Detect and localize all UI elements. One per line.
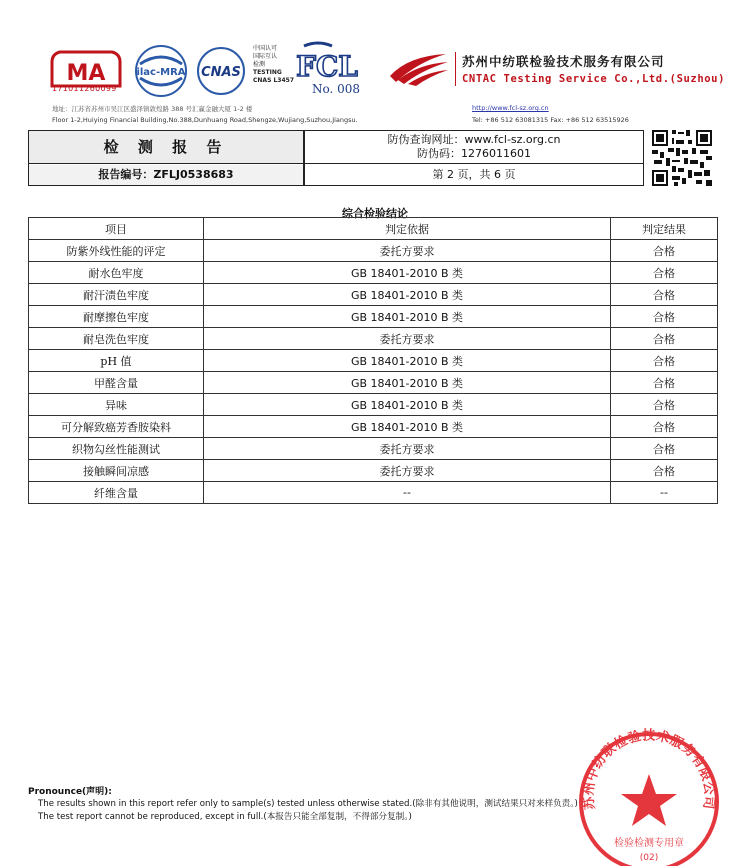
cell-item: 接触瞬间凉感 <box>29 460 204 482</box>
pronounce-line-2: The test report cannot be reproduced, except in full.(本报告只能全部复制，不得部分复制。) <box>38 812 412 822</box>
cell-basis: GB 18401-2010 B 类 <box>204 284 611 306</box>
anti-counterfeit-info <box>305 133 643 161</box>
fcl-number: No. 008 <box>312 82 361 96</box>
cell-result: -- <box>611 482 718 504</box>
report-number: 报告编号：ZFLJ0538683 <box>29 165 303 185</box>
cell-item: 耐汗渍色牢度 <box>29 284 204 306</box>
cell-result: 合格 <box>611 438 718 460</box>
cell-item: 耐皂洗色牢度 <box>29 328 204 350</box>
anti-counterfeit-code: 防伪码：1276011601 <box>417 147 531 160</box>
table-row <box>29 350 718 372</box>
cell-item: 纤维含量 <box>29 482 204 504</box>
cell-item: 耐水色牢度 <box>29 262 204 284</box>
verify-url: 防伪查询网址：www.fcl-sz.org.cn <box>387 133 561 146</box>
tel-fax: Tel: +86 512 63081315 Fax: +86 512 63515926 <box>472 116 629 124</box>
cell-result: 合格 <box>611 328 718 350</box>
header-divider <box>455 52 456 86</box>
cell-item: 耐摩擦色牢度 <box>29 306 204 328</box>
cell-basis: GB 18401-2010 B 类 <box>204 350 611 372</box>
ilac-mra-logo <box>132 44 190 98</box>
cell-item: 防紫外线性能的评定 <box>29 240 204 262</box>
cell-result: 合格 <box>611 460 718 482</box>
address-en: Floor 1-2,Huiying Financial Building,No.388,Dunhuang Road,Shengze,Wujiang,Suzhou,Jiangsu. <box>52 116 358 124</box>
cell-result: 合格 <box>611 394 718 416</box>
page-info: 第 2 页，共 6 页 <box>432 168 516 181</box>
cell-result: 合格 <box>611 350 718 372</box>
cell-basis: GB 18401-2010 B 类 <box>204 394 611 416</box>
cell-basis: GB 18401-2010 B 类 <box>204 372 611 394</box>
fcl-label: FCL <box>296 50 358 83</box>
official-seal-stamp <box>568 722 728 866</box>
table-row <box>29 240 718 262</box>
cell-result: 合格 <box>611 306 718 328</box>
seal-star-icon <box>621 774 677 826</box>
results-table <box>28 217 718 504</box>
cnas-accreditation-text: 中国认可 国际互认 检测 TESTING CNAS L3457 <box>253 45 295 84</box>
cell-result: 合格 <box>611 284 718 306</box>
seal-number: (02) <box>639 853 659 863</box>
section-title: 综合检验结论 <box>342 207 408 220</box>
report-header-box <box>28 130 644 186</box>
cell-result: 合格 <box>611 240 718 262</box>
cell-item: pH 值 <box>29 350 204 372</box>
table-header-row <box>29 218 718 240</box>
cnas-label: CNAS <box>201 65 241 80</box>
table-row <box>29 284 718 306</box>
seal-org-text: 苏州中纺联检验技术服务有限公司 <box>581 728 717 811</box>
table-row <box>29 438 718 460</box>
table-row <box>29 262 718 284</box>
column-header-item: 项目 <box>29 218 204 240</box>
cell-item: 可分解致癌芳香胺染料 <box>29 416 204 438</box>
cell-item: 织物勾丝性能测试 <box>29 438 204 460</box>
ilac-label: ilac-MRA <box>136 67 186 78</box>
cell-basis: 委托方要求 <box>204 240 611 262</box>
table-row <box>29 306 718 328</box>
cell-basis: GB 18401-2010 B 类 <box>204 306 611 328</box>
column-header-basis: 判定依据 <box>204 218 611 240</box>
cell-basis: -- <box>204 482 611 504</box>
seal-purpose: 检验检测专用章 <box>614 838 684 849</box>
cell-basis: GB 18401-2010 B 类 <box>204 262 611 284</box>
organization-name-en: CNTAC Testing Service Co.,Ltd.(Suzhou) <box>462 73 726 85</box>
address-cn: 地址：江苏省苏州市吴江区盛泽镇敦煌路 388 号汇赢金融大厦 1-2 楼 <box>52 105 253 113</box>
pronounce-line-1: The results shown in this report refer only to sample(s) tested unless otherwise stated.(除非有其他说明，测试结果只对来样负责。) <box>38 799 578 809</box>
column-header-result: 判定结果 <box>611 218 718 240</box>
cnas-logo <box>193 46 249 96</box>
table-row <box>29 460 718 482</box>
cell-basis: 委托方要求 <box>204 438 611 460</box>
qr-code-icon <box>650 128 714 188</box>
cell-basis: 委托方要求 <box>204 460 611 482</box>
table-row <box>29 328 718 350</box>
cell-item: 甲醛含量 <box>29 372 204 394</box>
report-title: 检 测 报 告 <box>29 131 303 163</box>
cell-result: 合格 <box>611 416 718 438</box>
cell-result: 合格 <box>611 372 718 394</box>
table-row <box>29 416 718 438</box>
ma-certificate-number: 171011260099 <box>52 84 117 93</box>
cell-basis: 委托方要求 <box>204 328 611 350</box>
pronounce-title: Pronounce(声明): <box>28 787 112 797</box>
cell-item: 异味 <box>29 394 204 416</box>
website-link[interactable]: http://www.fcl-sz.org.cn <box>472 104 549 112</box>
organization-name-cn: 苏州中纺联检验技术服务有限公司 <box>462 54 665 69</box>
table-row <box>29 372 718 394</box>
cell-result: 合格 <box>611 262 718 284</box>
ma-label: MA <box>66 61 106 86</box>
cntac-ribbon-logo <box>388 50 450 86</box>
cell-basis: GB 18401-2010 B 类 <box>204 416 611 438</box>
table-row <box>29 482 718 504</box>
table-row <box>29 394 718 416</box>
